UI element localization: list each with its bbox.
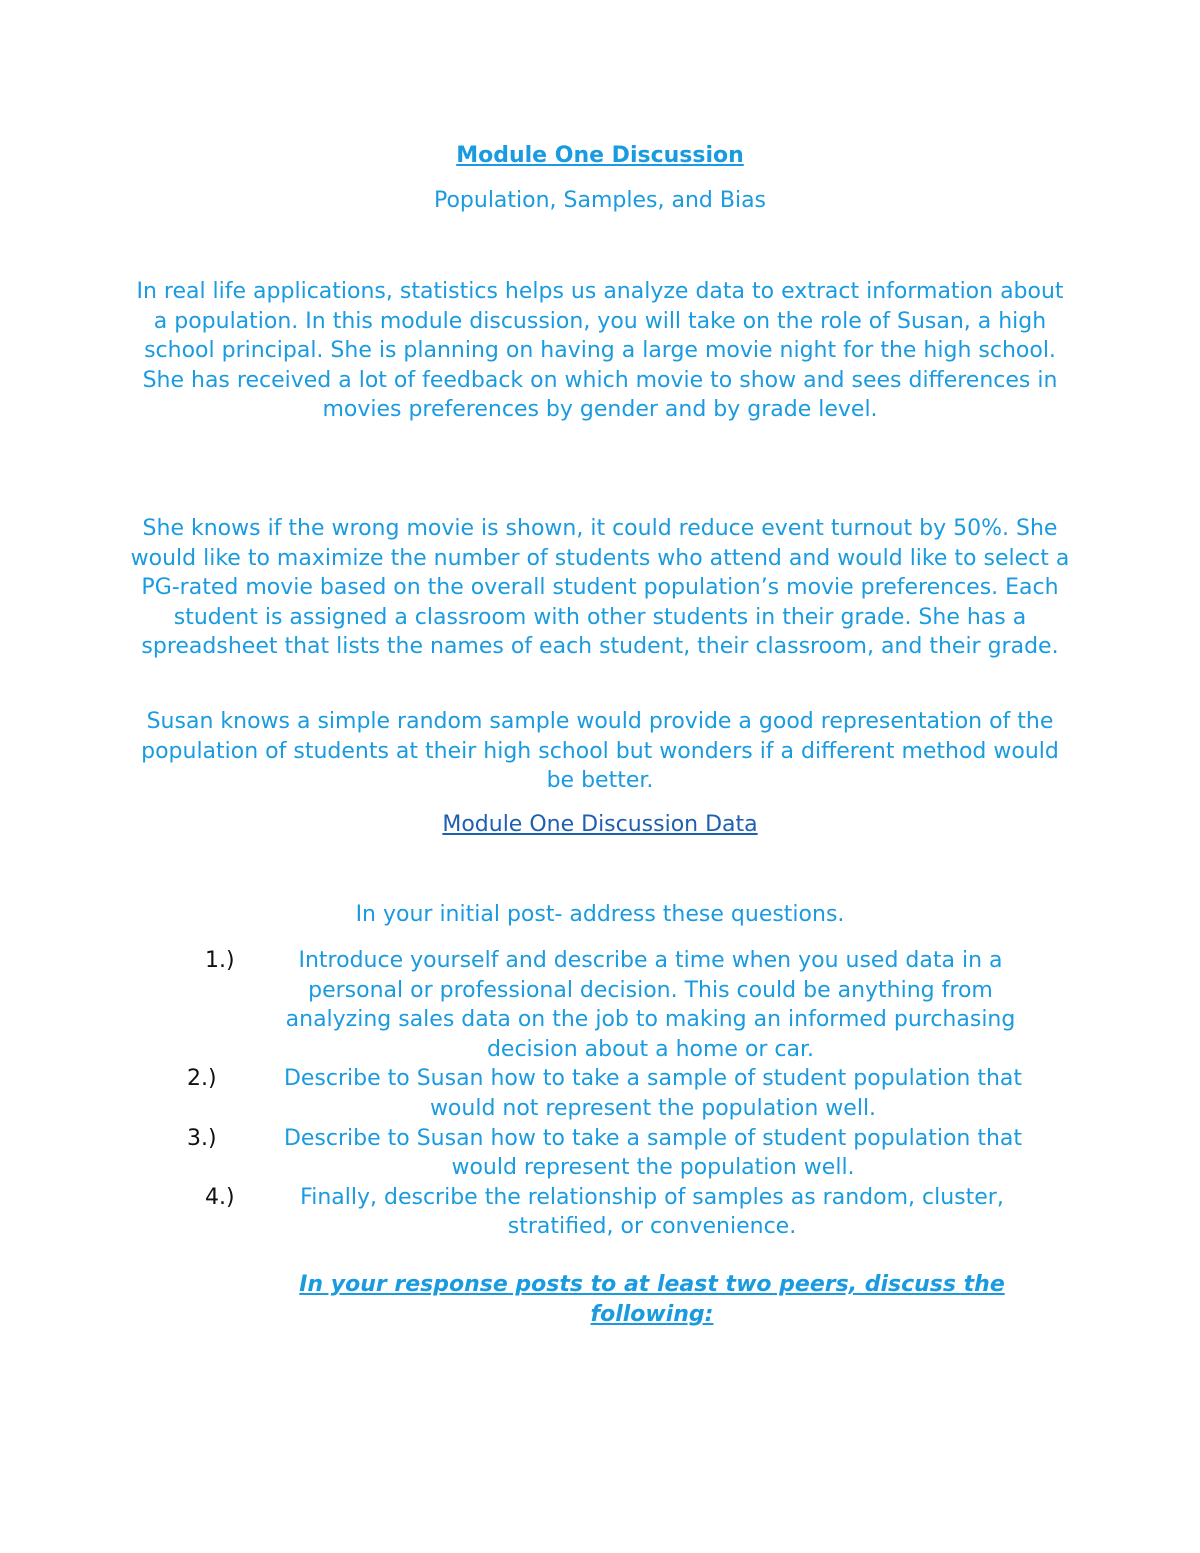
page-title: Module One Discussion (456, 143, 744, 168)
list-item (0, 1124, 1200, 1183)
response-heading: In your response posts to at least two peers, discuss the following: (299, 1272, 1005, 1327)
question-text: Finally, describe the relationship of samples as random, cluster, stratified, or convenience. (300, 1184, 1004, 1240)
question-number: 2.) (187, 1066, 217, 1092)
question-list (0, 946, 1200, 1242)
sampling-paragraph: Susan knows a simple random sample would provide a good representation of the population of students at their high school but wonders if a different method would be better. (141, 709, 1059, 794)
intro-paragraph: In real life applications, statistics helps us analyze data to extract information about a population. In this module discussion, you will take on the role of Susan, a high school principal. She is planning on having a large movie night for the high school. She has received a lot of feedback on which movie to show and sees differences in movies preferences by gender and by grade level. (136, 279, 1064, 423)
question-text: Introduce yourself and describe a time when you used data in a personal or professional decision. This could be anything from analyzing sales data on the job to making an informed purchasing decision about a home or car. (285, 948, 1016, 1062)
question-number: 3.) (187, 1125, 217, 1151)
list-item (0, 1183, 1200, 1242)
page-subtitle: Population, Samples, and Bias (433, 188, 767, 213)
list-item (0, 946, 1200, 1064)
initial-post-prompt: In your initial post- address these questions. (355, 902, 845, 927)
question-number: 4.) (205, 1184, 235, 1210)
discussion-data-link[interactable]: Module One Discussion Data (442, 812, 758, 837)
question-text: Describe to Susan how to take a sample of student population that would not represent the population well. (283, 1066, 1023, 1121)
question-number: 1.) (205, 948, 235, 973)
list-item (0, 1064, 1200, 1123)
question-text: Describe to Susan how to take a sample of student population that would represent the population well. (283, 1125, 1023, 1181)
scenario-paragraph: She knows if the wrong movie is shown, it could reduce event turnout by 50%. She would like to maximize the number of students who attend and would like to select a PG-rated movie based on the overall student population’s movie preferences. Each student is assigned a classroom with other students in their grade. She has a spreadsheet that lists the names of each student, their classroom, and their grade. (130, 516, 1070, 660)
